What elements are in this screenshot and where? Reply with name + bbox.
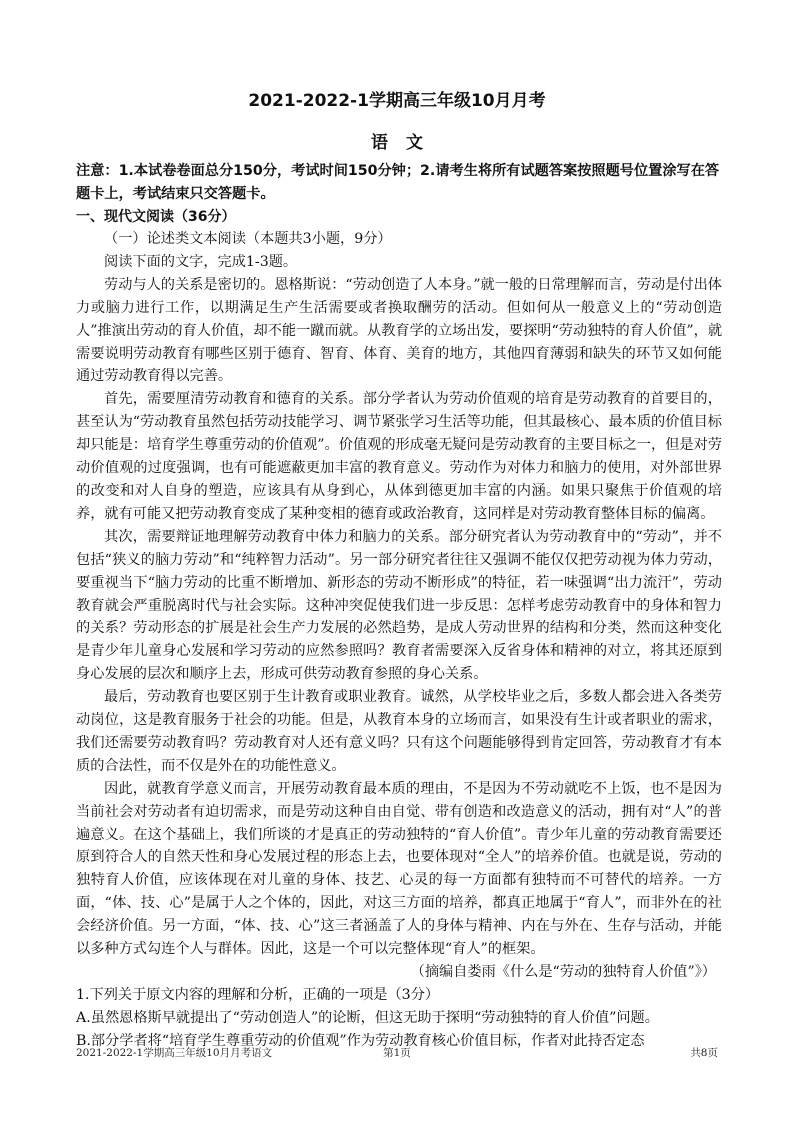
reading-body [76,228,722,1053]
exam-notice: 注意：1.本试卷卷面总分150分，考试时间150分钟；2.请考生将所有试题答案按照题号位置涂写在答题卡上，考试结束只交答题卡。 [76,163,720,202]
subject-title: 语文 [371,133,441,153]
paragraph-3: 其次，需要辩证地理解劳动教育中体力和脑力的关系。部分研究者认为劳动教育中的“劳动”，并不包括“狭义的脑力劳动”和“纯粹智力活动”。另一部分研究者往往又强调不能仅仅把劳动视为体力劳动，要重视当下“脑力劳动的比重不断增加、新形态的劳动不断形成”的特征，若一味强调“出力流汗”，劳动教育就会严重脱离时代与社会实际。这种冲突促使我们进一步反思：怎样考虑劳动教育中的身体和智力的关系？劳动形态的扩展是社会生产力发展的必然趋势，是成人劳动世界的结构和分类，然而这种变化是青少年儿童身心发展和学习劳动的应然参照吗？教育者需要深入反省身体和精神的对立，将其还原到身心发展的层次和顺序上去，形成可供劳动教育参照的身心关系。 [76,528,722,683]
section-heading: 一、现代文阅读（36分） [76,209,236,225]
option-a: A.虽然恩格斯早就提出了“劳动创造人”的论断，但这无助于探明“劳动独特的育人价值”问题。 [76,1009,659,1026]
paragraph-2: 首先，需要厘清劳动教育和德育的关系。部分学者认为劳动价值观的培育是劳动教育的首要目的，甚至认为“劳动教育虽然包括劳动技能学习、调节紧张学习生活等功能，但其最核心、最本质的价值目标却只能是：培育学生尊重劳动的价值观”。价值观的形成毫无疑问是劳动教育的主要目标之一，但是对劳动价值观的过度强调，也有可能遮蔽更加丰富的教育意义。劳动作为对体力和脑力的使用，对外部世界的改变和对人自身的塑造，应该具有从身到心，从体到德更加丰富的内涵。如果只聚焦于价值观的培养，就有可能又把劳动教育变成了某种变相的德育或政治教育，这同样是对劳动教育整体目标的偏离。 [76,391,722,522]
paragraph-1: 劳动与人的关系是密切的。恩格斯说：“劳动创造了人本身。”就一般的日常理解而言，劳动是付出体力或脑力进行工作，以期满足生产生活需要或者换取酬劳的活动。但如何从一般意义上的“劳动创造人”推演出劳动的育人价值，却不能一蹴而就。从教育学的立场出发，要探明“劳动独特的育人价值”，就需要说明劳动教育有哪些区别于德育、智育、体育、美育的地方，其他四育薄弱和缺失的环节又如何能通过劳动教育得以完善。 [76,276,723,385]
subsection-heading: （一）论述类文本阅读（本题共3小题，9分） [104,231,392,247]
option-b: B.部分学者将“培育学生尊重劳动的价值观”作为劳动教育核心价值目标，作者对此持否定态 [76,1032,645,1049]
reading-instruction: 阅读下面的文字，完成1-3题。 [104,253,298,270]
paragraph-4: 最后，劳动教育也要区别于生计教育或职业教育。诚然，从学校毕业之后，多数人都会进入各类劳动岗位，这是教育服务于社会的功能。但是，从教育本身的立场而言，如果没有生计或者职业的需求，我们还需要劳动教育吗？劳动教育对人还有意义吗？只有这个问题能够得到肯定回答，劳动教育才有本质的合法性，而不仅是外在的功能性意义。 [76,689,722,774]
paragraph-5: 因此，就教育学意义而言，开展劳动教育最本质的理由，不是因为不劳动就吃不上饭，也不是因为当前社会对劳动者有迫切需求，而是劳动这种自由自觉、带有创造和改造意义的活动，拥有对“人”的普遍意义。在这个基础上，我们所谈的才是真正的劳动独特的“育人价值”。青少年儿童的劳动教育需要还原到符合人的自然天性和身心发展过程的形态上去，也要体现对“全人”的培养价值。也就是说，劳动的独特育人价值，应该体现在对儿童的身体、技艺、心灵的每一方面都有独特而不可替代的培养。一方面，“体、技、心”是属于人之个体的，因此，对这三方面的培养，都真正地属于“育人”，而非外在的社会经济价值。另一方面，“体、技、心”这三者涵盖了人的身体与精神、内在与外在、生存与活动，并能以多种方式勾连个人与群体。因此，这是一个可以完整体现“育人”的框架。 [76,780,722,958]
source-citation: （摘编自娄雨《什么是“劳动的独特育人价值”》） [410,964,716,980]
page-footer [76,1045,718,1063]
exam-title: 2021-2022-1学期高三年级10月月考 [248,91,546,111]
footer-page-number: 第1页 [383,1047,411,1059]
footer-page-total: 共8页 [690,1047,718,1059]
footer-exam-name: 2021-2022-1学期高三年级10月月考语文 [76,1047,273,1059]
question-stem: 1.下列关于原文内容的理解和分析，正确的一项是（3分） [76,986,440,1003]
